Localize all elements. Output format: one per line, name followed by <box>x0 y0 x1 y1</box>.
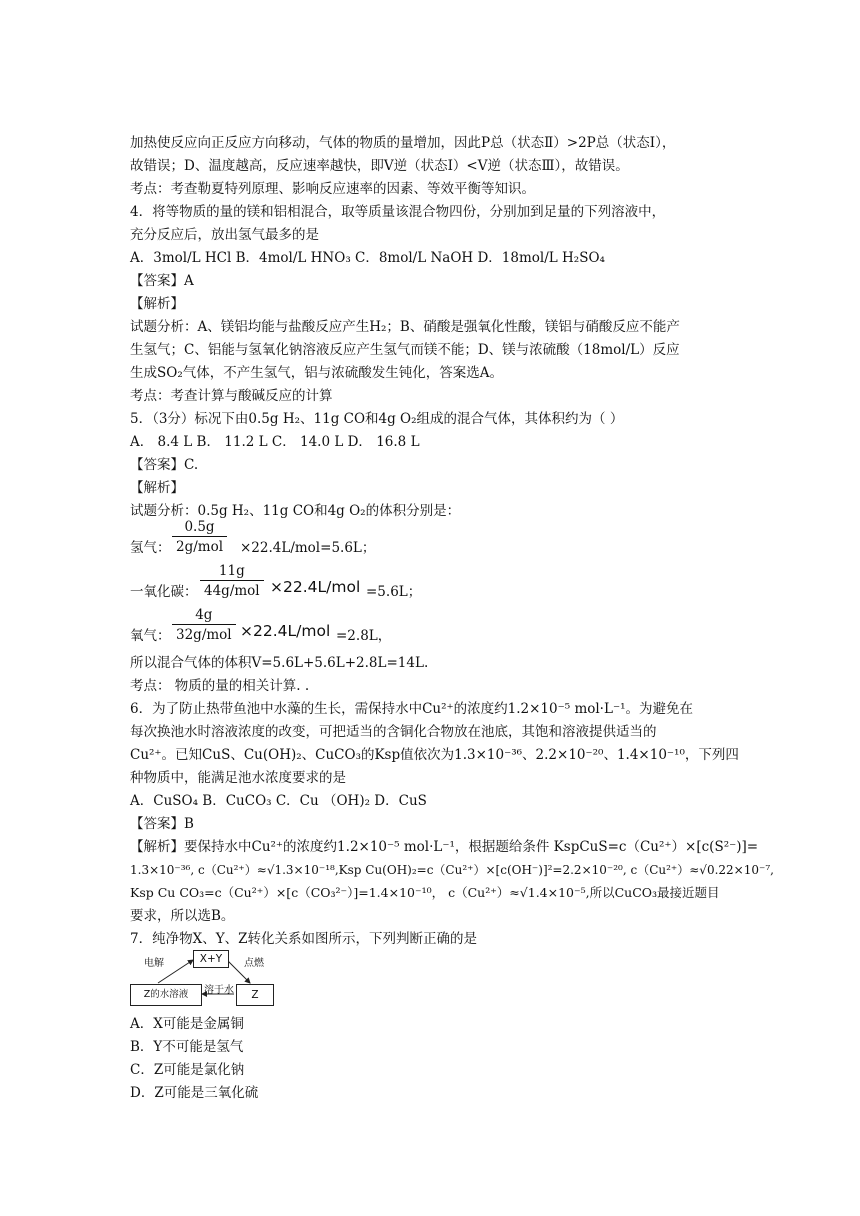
text-line: 1.3×10⁻³⁶, c（Cu²⁺）≈√1.3×10⁻¹⁸,Ksp Cu(OH)₂=c（Cu²⁺）×[c(OH⁻)]²=2.2×10⁻²⁰, c（Cu²⁺）≈√0.22×10⁻⁷, <box>130 863 774 877</box>
option-c: C．Z可能是氯化钠 <box>130 1062 245 1078</box>
formula-o2-fraction <box>172 607 236 643</box>
formula-o2-label: 氧气： <box>130 628 171 644</box>
edge-label-electrolysis: 电解 <box>144 958 164 969</box>
text-line: 生成SO₂气体，不产生氢气，铝与浓硫酸发生钝化，答案选A。 <box>130 365 503 381</box>
formula-co-fraction <box>200 563 264 599</box>
answer-label: 【答案】B <box>130 816 194 832</box>
analysis-label: 【解析】 <box>130 480 184 496</box>
text-line: 故错误；D、温度越高，反应速率越快，即V逆（状态Ⅰ）<V逆（状态Ⅲ），故错误。 <box>130 158 629 174</box>
formula-h2-fraction <box>172 519 227 555</box>
question-7-stem: 7．纯净物X、Y、Z转化关系如图所示，下列判断正确的是 <box>130 931 477 947</box>
question-5-options: A． 8.4 L B． 11.2 L C． 14.0 L D． 16.8 L <box>130 434 420 450</box>
edge-label-dissolve: 溶于水 <box>204 985 234 996</box>
text-line: 所以混合气体的体积V=5.6L+5.6L+2.8L=14L. <box>130 655 429 671</box>
text-line: 【解析】要保持水中Cu²⁺的浓度约1.2×10⁻⁵ mol·L⁻¹，根据题给条件 KspCuS=c（Cu²⁺）×[c(S²⁻)]= <box>130 839 759 855</box>
analysis-label: 【解析】 <box>130 296 184 312</box>
option-b: B．Y不可能是氢气 <box>130 1039 244 1055</box>
formula-co-multiplier: ×22.4L/mol <box>270 578 361 596</box>
fraction-denominator: 44g/mol <box>204 583 260 599</box>
formula-co-label: 一氧化碳： <box>130 584 198 600</box>
text-line: Ksp Cu CO₃=c（Cu²⁺）×[c（CO₃²⁻）]=1.4×10⁻¹⁰， c（Cu²⁺）≈√1.4×10⁻⁵,所以CuCO₃最接近题目 <box>130 885 720 900</box>
fraction-numerator: 0.5g <box>172 519 227 537</box>
formula-h2-label: 氢气： <box>130 540 171 556</box>
question-6-stem: 6．为了防止热带鱼池中水藻的生长，需保持水中Cu²⁺的浓度约1.2×10⁻⁵ mol·L⁻¹。为避免在 <box>130 701 693 717</box>
text-line: Cu²⁺。已知CuS、Cu(OH)₂、CuCO₃的Ksp值依次为1.3×10⁻³⁶、2.2×10⁻²⁰、1.4×10⁻¹⁰，下列四 <box>130 747 739 763</box>
text-line: 考点：考查计算与酸碱反应的计算 <box>130 388 333 404</box>
text-line: 生氢气；C、铝能与氢氧化钠溶液反应产生氢气而镁不能；D、镁与浓硫酸（18mol/L）反应 <box>130 342 680 358</box>
text-line: 考点： 物质的量的相关计算. . <box>130 678 310 694</box>
text-line: 试题分析：A、镁铝均能与盐酸反应产生H₂；B、硝酸是强氧化性酸，镁铝与硝酸反应不能产 <box>130 319 680 335</box>
text-line: 试题分析：0.5g H₂、11g CO和4g O₂的体积分别是： <box>130 503 461 519</box>
text-line: 充分反应后，放出氢气最多的是 <box>130 227 319 243</box>
text-line: 要求，所以选B。 <box>130 908 235 924</box>
node-z: Z <box>236 984 274 1006</box>
text-line: 加热使反应向正反应方向移动，气体的物质的量增加，因此P总（状态Ⅱ）>2P总（状态Ⅰ）， <box>130 135 676 151</box>
text-line: 种物质中，能满足池水浓度要求的是 <box>130 770 346 786</box>
formula-h2-result: ×22.4L/mol=5.6L； <box>240 540 376 556</box>
option-a: A．X可能是金属铜 <box>130 1016 244 1032</box>
answer-label: 【答案】C. <box>130 457 199 473</box>
text-line: 每次换池水时溶液浓度的改变，可把适当的含铜化合物放在池底，其饱和溶液提供适当的 <box>130 724 657 740</box>
answer-label: 【答案】A <box>130 273 194 289</box>
text-line: 考点：考查勒夏特列原理、影响反应速率的因素、等效平衡等知识。 <box>130 181 535 197</box>
question-4-stem: 4．将等物质的量的镁和铝相混合，取等质量该混合物四份，分别加到足量的下列溶液中， <box>130 204 666 220</box>
fraction-numerator: 4g <box>172 607 236 625</box>
fraction-denominator: 2g/mol <box>176 539 224 555</box>
question-5-stem: 5．（3分）标况下由0.5g H₂、11g CO和4g O₂组成的混合气体，其体积约为（ ） <box>130 411 624 427</box>
node-x-plus-y: X+Y <box>193 950 229 968</box>
fraction-denominator: 32g/mol <box>176 627 232 643</box>
fraction-numerator: 11g <box>200 563 264 581</box>
option-d: D．Z可能是三氧化硫 <box>130 1085 259 1101</box>
formula-co-result: =5.6L； <box>366 584 422 600</box>
formula-o2-result: =2.8L， <box>336 628 392 644</box>
question-4-options: A．3mol/L HCl B．4mol/L HNO₃ C．8mol/L NaOH D．18mol/L H₂SO₄ <box>130 250 605 266</box>
formula-o2-multiplier: ×22.4L/mol <box>240 622 331 640</box>
node-z-solution: Z的水溶液 <box>130 984 202 1006</box>
edge-label-ignite: 点燃 <box>244 958 264 969</box>
question-6-options: A．CuSO₄ B．CuCO₃ C．Cu （OH)₂ D．CuS <box>130 793 427 809</box>
conversion-diagram <box>130 950 280 1010</box>
